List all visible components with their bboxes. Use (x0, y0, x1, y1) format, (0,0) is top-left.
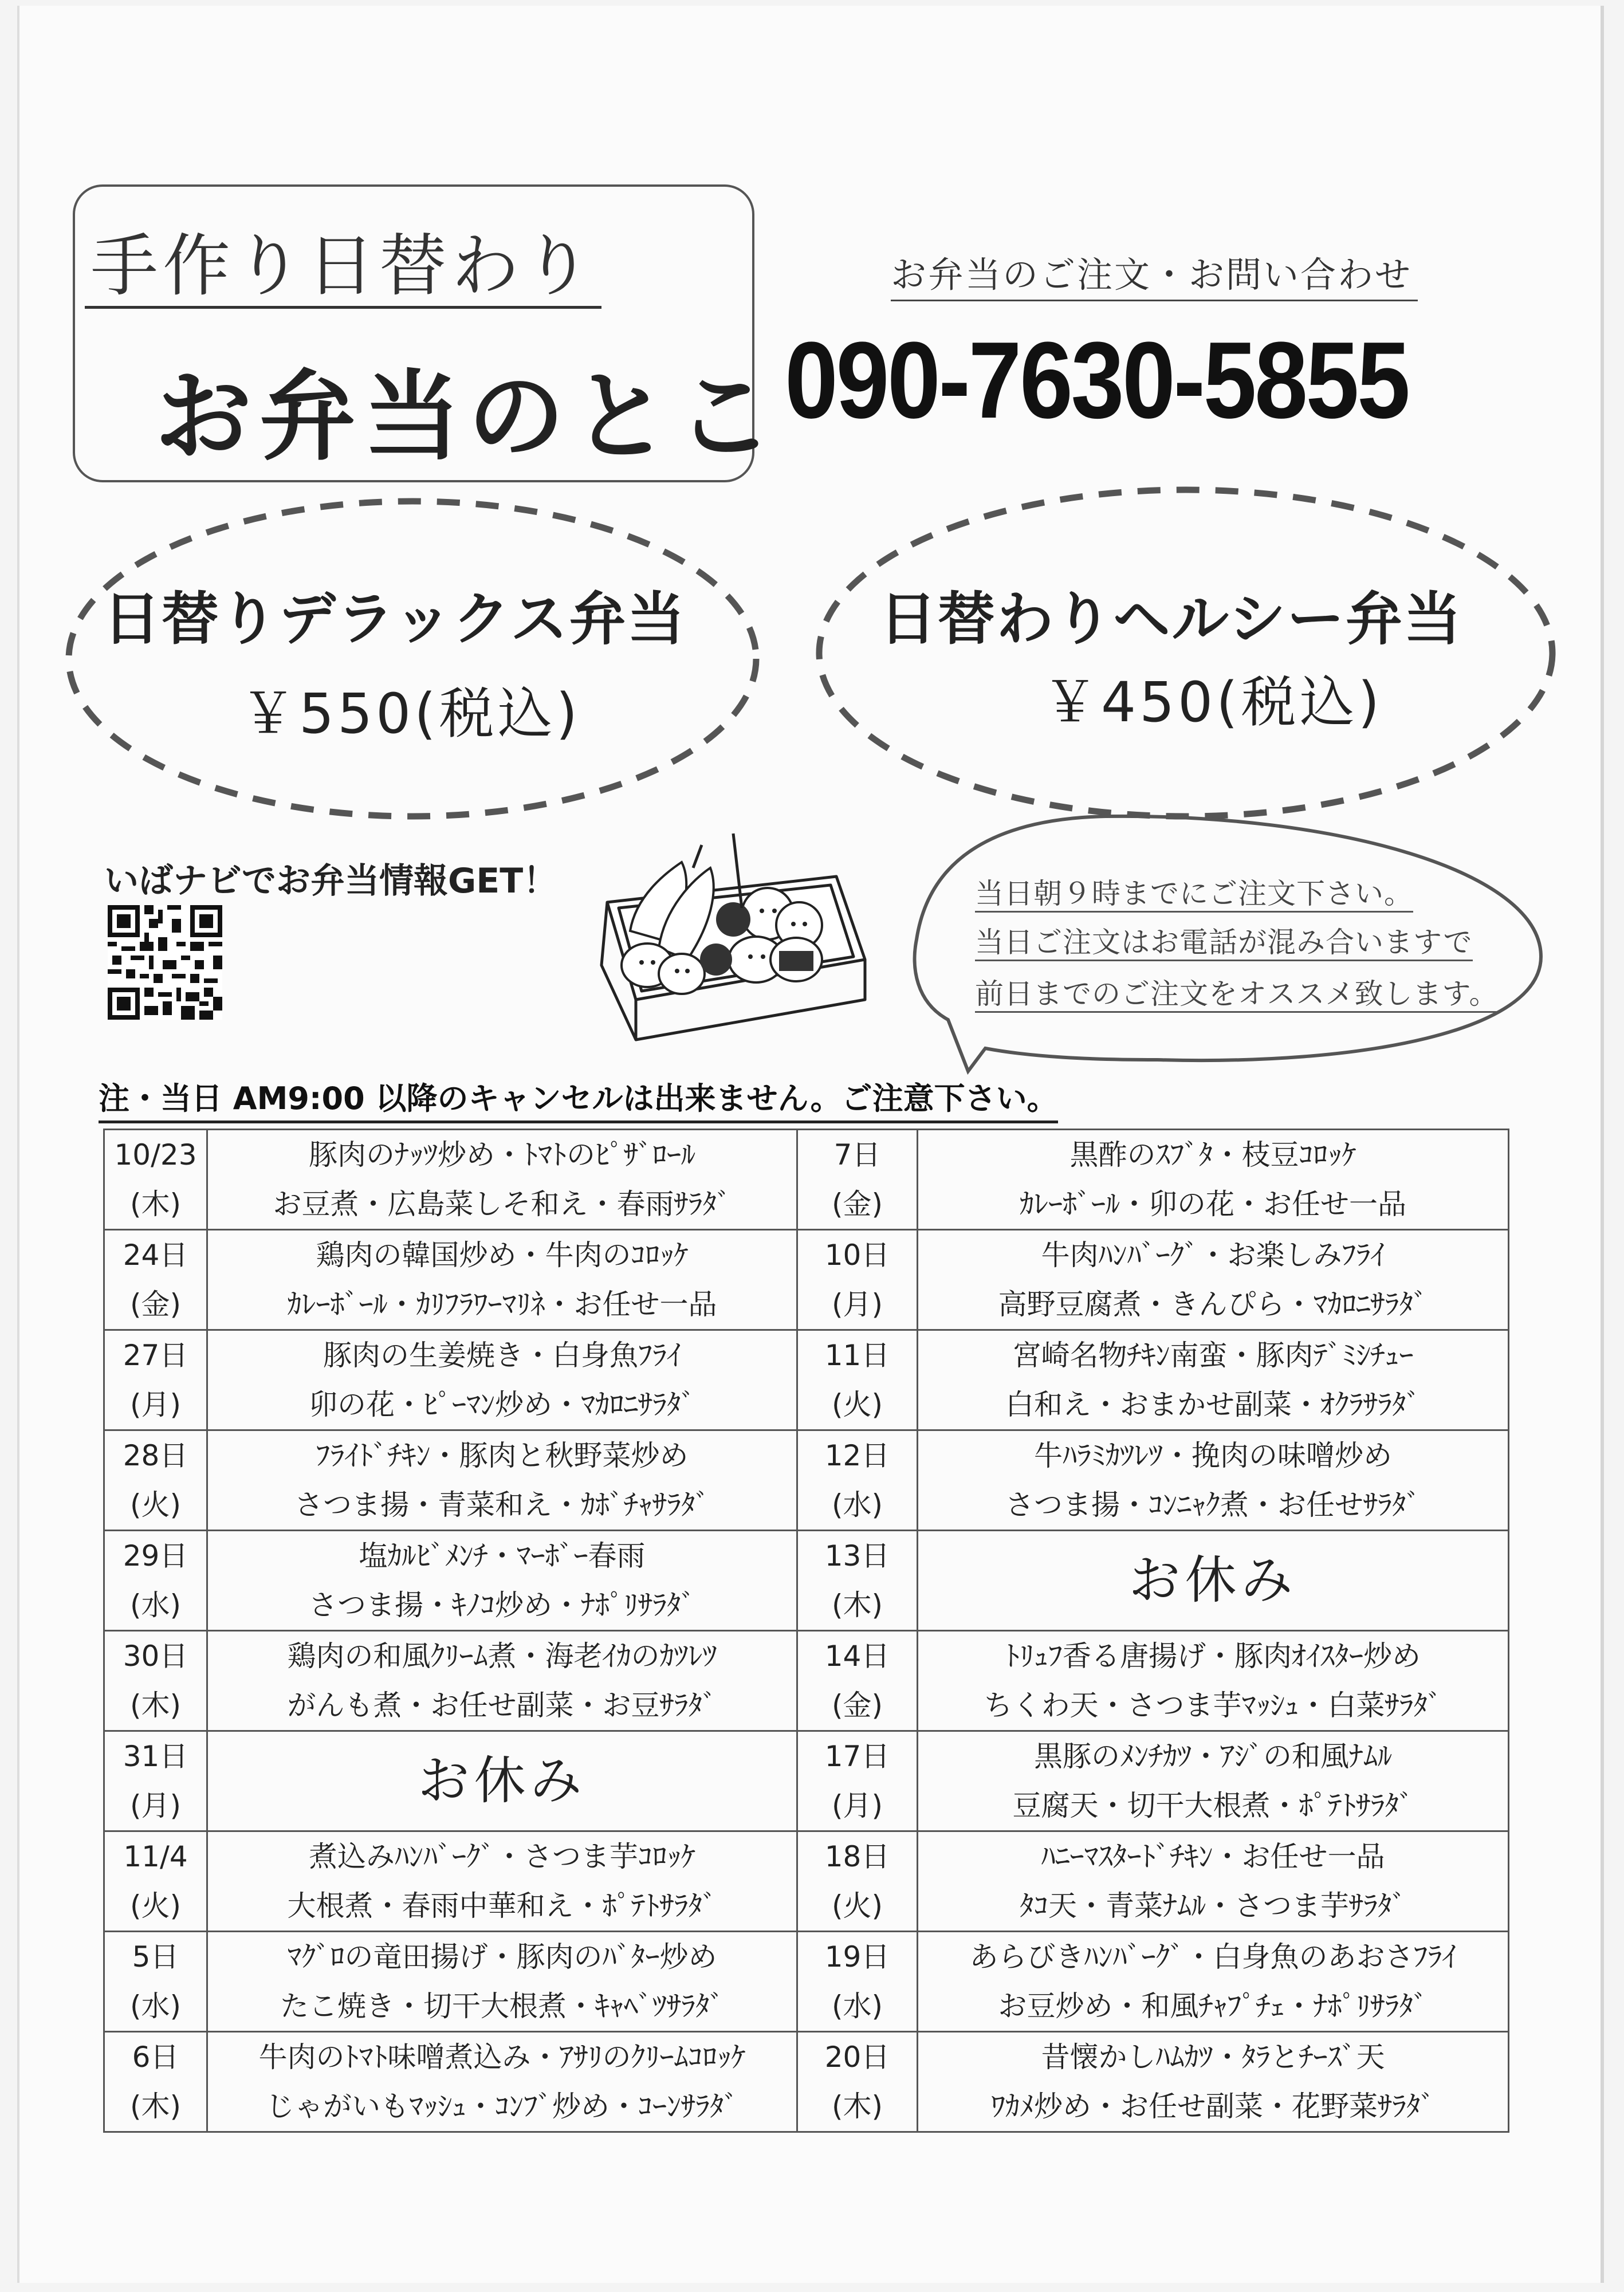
menu-weekday: (木) (831, 1589, 883, 1622)
menu-date-cell (104, 1330, 207, 1430)
cancellation-notice: 注・当日 AM9:00 以降のキャンセルは出来ません。ご注意下さい。 (99, 1074, 1058, 1123)
side-dishes: たこ焼き・切干大根煮・ｷｬﾍﾞﾂｻﾗﾀﾞ (280, 1990, 724, 2023)
menu-date: 17日 (824, 1740, 890, 1773)
healthy-bento-price: ￥450(税込) (1043, 670, 1383, 734)
menu-weekday: (水) (831, 1488, 883, 1522)
phone-number[interactable]: 090-7630-5855 (785, 320, 1409, 441)
menu-dish-cell (918, 1130, 1509, 1230)
deluxe-ellipse (69, 501, 756, 816)
menu-weekday: (火) (831, 1889, 883, 1923)
menu-date: 10/23 (114, 1138, 197, 1171)
main-dishes: ﾌﾗｲﾄﾞﾁｷﾝ・豚肉と秋野菜炒め (316, 1439, 689, 1472)
menu-weekday: (木) (129, 1188, 181, 1221)
menu-table (103, 1129, 1509, 2133)
menu-weekday: (木) (129, 2090, 181, 2123)
menu-dish-cell (207, 2032, 797, 2132)
menu-dish-cell (207, 1130, 797, 1230)
menu-date-cell (797, 1831, 918, 1932)
menu-dish-cell (918, 1831, 1509, 1932)
menu-weekday: (月) (831, 1789, 883, 1822)
menu-date: 12日 (824, 1439, 890, 1472)
main-dishes: 塩ｶﾙﾋﾞﾒﾝﾁ・ﾏｰﾎﾞｰ春雨 (359, 1539, 646, 1572)
menu-dish-cell (207, 1531, 797, 1631)
menu-weekday: (火) (831, 1388, 883, 1421)
menu-date: 11日 (824, 1339, 890, 1372)
deluxe-bento-price: ￥550(税込) (241, 682, 581, 746)
menu-weekday: (水) (129, 1990, 181, 2023)
menu-weekday: (金) (831, 1689, 883, 1722)
menu-dish-cell (918, 1631, 1509, 1731)
menu-date-cell (797, 1731, 918, 1831)
table-row (104, 1932, 1509, 2032)
order-note-line-3: 前日までのご注文をオススメ致します。 (975, 977, 1499, 1013)
inavi-promo: いばナビでお弁当情報GET！ (104, 861, 558, 901)
menu-dish-cell (918, 1230, 1509, 1330)
order-note-line-1: 当日朝９時までにご注文下さい。 (975, 876, 1413, 913)
side-dishes: ﾀｺ天・青菜ﾅﾑﾙ・さつま芋ｻﾗﾀﾞ (1020, 1889, 1406, 1923)
menu-dish-cell (918, 1932, 1509, 2032)
menu-weekday: (月) (831, 1288, 883, 1321)
menu-dish-cell (918, 1731, 1509, 1831)
table-row (104, 1330, 1509, 1430)
menu-date-cell (104, 1932, 207, 2032)
table-row (104, 1731, 1509, 1831)
shop-name: お弁当のとこ (155, 360, 781, 474)
main-dishes: ﾊﾆｰﾏｽﾀｰﾄﾞﾁｷﾝ・お任せ一品 (1041, 1840, 1385, 1873)
menu-date: 11/4 (123, 1840, 188, 1873)
menu-date: 19日 (824, 1940, 890, 1973)
menu-date-cell (104, 1130, 207, 1230)
table-row (104, 1631, 1509, 1731)
menu-date: 14日 (824, 1640, 890, 1673)
menu-date-cell (104, 1731, 207, 1831)
menu-dish-cell (918, 1430, 1509, 1531)
main-dishes: 昔懐かしﾊﾑｶﾂ・ﾀﾗとﾁｰｽﾞ天 (1041, 2041, 1385, 2074)
contact-label: お弁当のご注文・お問い合わせ (891, 246, 1418, 301)
side-dishes: さつま揚・ｺﾝﾆｬｸ煮・お任せｻﾗﾀﾞ (1005, 1488, 1421, 1522)
menu-weekday: (火) (129, 1889, 181, 1923)
menu-date-cell (104, 2032, 207, 2132)
side-dishes: ｶﾚｰﾎﾞｰﾙ・ｶﾘﾌﾗﾜｰﾏﾘﾈ・お任せ一品 (287, 1288, 717, 1321)
healthy-bento-name: 日替わりヘルシー弁当 (879, 585, 1462, 652)
menu-date: 30日 (123, 1640, 188, 1673)
menu-date: 13日 (824, 1539, 890, 1572)
menu-date: 20日 (824, 2041, 890, 2074)
menu-dish-cell (918, 1531, 1509, 1631)
menu-weekday: (火) (129, 1488, 181, 1522)
menu-date-cell (797, 1330, 918, 1430)
side-dishes: がんも煮・お任せ副菜・お豆ｻﾗﾀﾞ (287, 1689, 717, 1722)
menu-date: 6日 (132, 2041, 179, 2074)
side-dishes: 大根煮・春雨中華和え・ﾎﾟﾃﾄｻﾗﾀﾞ (287, 1889, 717, 1923)
side-dishes: ちくわ天・さつま芋ﾏｯｼｭ・白菜ｻﾗﾀﾞ (984, 1689, 1442, 1722)
qr-code-icon[interactable] (108, 905, 222, 1020)
menu-date: 29日 (123, 1539, 188, 1572)
menu-date-cell (104, 1631, 207, 1731)
menu-date-cell (797, 1130, 918, 1230)
menu-date: 27日 (123, 1339, 188, 1372)
menu-date-cell (104, 1531, 207, 1631)
side-dishes: ｶﾚｰﾎﾞｰﾙ・卯の花・お任せ一品 (1020, 1188, 1406, 1221)
table-row (104, 1130, 1509, 1230)
menu-date-cell (797, 1531, 918, 1631)
side-dishes: 白和え・おまかせ副菜・ｵｸﾗｻﾗﾀﾞ (1005, 1388, 1421, 1421)
menu-weekday: (金) (129, 1288, 181, 1321)
main-dishes: 豚肉の生姜焼き・白身魚ﾌﾗｲ (323, 1339, 681, 1372)
menu-date: 7日 (833, 1138, 881, 1171)
side-dishes: さつま揚・青菜和え・ｶﾎﾞﾁｬｻﾗﾀﾞ (294, 1488, 710, 1522)
menu-date-cell (797, 1230, 918, 1330)
table-row (104, 1531, 1509, 1631)
side-dishes: ﾜｶﾒ炒め・お任せ副菜・花野菜ｻﾗﾀﾞ (991, 2090, 1435, 2123)
table-row (104, 2032, 1509, 2132)
menu-weekday: (水) (831, 1990, 883, 2023)
order-note-line-2: 当日ご注文はお電話が混み合いますで (975, 925, 1473, 961)
menu-weekday: (月) (129, 1789, 181, 1822)
main-dishes: 鶏肉の韓国炒め・牛肉のｺﾛｯｹ (316, 1239, 689, 1272)
menu-dish-cell (918, 1330, 1509, 1430)
menu-date-cell (797, 1430, 918, 1531)
menu-weekday: (月) (129, 1388, 181, 1421)
menu-date-cell (797, 1932, 918, 2032)
menu-date-cell (104, 1230, 207, 1330)
main-dishes: 鶏肉の和風ｸﾘｰﾑ煮・海老ｲｶのｶﾂﾚﾂ (287, 1640, 717, 1673)
side-dishes: 高野豆腐煮・きんぴら・ﾏｶﾛﾆｻﾗﾀﾞ (998, 1288, 1428, 1321)
menu-weekday: (水) (129, 1589, 181, 1622)
menu-dish-cell (918, 2032, 1509, 2132)
side-dishes: 豆腐天・切干大根煮・ﾎﾟﾃﾄｻﾗﾀﾞ (1012, 1789, 1414, 1822)
main-dishes: 黒酢のｽﾌﾞﾀ・枝豆ｺﾛｯｹ (1069, 1138, 1356, 1171)
menu-date: 5日 (132, 1940, 179, 1973)
menu-date-cell (797, 2032, 918, 2132)
main-dishes: 煮込みﾊﾝﾊﾞｰｸﾞ・さつま芋ｺﾛｯｹ (309, 1840, 695, 1873)
menu-weekday: (木) (129, 1689, 181, 1722)
menu-dish-cell (207, 1330, 797, 1430)
deluxe-bento-name: 日替りデラックス弁当 (103, 585, 686, 652)
main-dishes: 牛肉ﾊﾝﾊﾞｰｸﾞ・お楽しみﾌﾗｲ (1041, 1239, 1385, 1272)
main-dishes: あらびきﾊﾝﾊﾞｰｸﾞ・白身魚のあおさﾌﾗｲ (969, 1940, 1457, 1973)
menu-date-cell (104, 1430, 207, 1531)
main-dishes: ﾏｸﾞﾛの竜田揚げ・豚肉のﾊﾞﾀｰ炒め (287, 1940, 717, 1973)
table-row (104, 1831, 1509, 1932)
title-subtitle: 手作り日替わり (85, 229, 601, 309)
menu-dish-cell (207, 1230, 797, 1330)
menu-date-cell (797, 1631, 918, 1731)
menu-date-cell (104, 1831, 207, 1932)
menu-date: 24日 (123, 1239, 188, 1272)
side-dishes: さつま揚・ｷﾉｺ炒め・ﾅﾎﾟﾘｻﾗﾀﾞ (309, 1589, 695, 1622)
menu-date: 10日 (824, 1239, 890, 1272)
closed-label: お休み (1128, 1550, 1297, 1610)
menu-date: 18日 (824, 1840, 890, 1873)
side-dishes: お豆煮・広島菜しそ和え・春雨ｻﾗﾀﾞ (273, 1188, 732, 1221)
side-dishes: 卯の花・ﾋﾟｰﾏﾝ炒め・ﾏｶﾛﾆｻﾗﾀﾞ (309, 1388, 695, 1421)
menu-date: 31日 (123, 1740, 188, 1773)
side-dishes: じゃがいもﾏｯｼｭ・ｺﾝﾌﾞ炒め・ｺｰﾝｻﾗﾀﾞ (266, 2090, 738, 2123)
main-dishes: 宮崎名物ﾁｷﾝ南蛮・豚肉ﾃﾞﾐｼﾁｭｰ (1012, 1339, 1414, 1372)
side-dishes: お豆炒め・和風ﾁｬﾌﾟﾁｪ・ﾅﾎﾟﾘｻﾗﾀﾞ (998, 1990, 1428, 2023)
main-dishes: 黒豚のﾒﾝﾁｶﾂ・ｱｼﾞの和風ﾅﾑﾙ (1034, 1740, 1392, 1773)
bento-box-illustration (596, 828, 871, 1045)
main-dishes: 豚肉のﾅｯﾂ炒め・ﾄﾏﾄのﾋﾟｻﾞﾛｰﾙ (309, 1138, 695, 1171)
closed-label: お休み (418, 1751, 587, 1811)
table-row (104, 1430, 1509, 1531)
menu-weekday: (金) (831, 1188, 883, 1221)
menu-date: 28日 (123, 1439, 188, 1472)
main-dishes: 牛ﾊﾗﾐｶﾂﾚﾂ・挽肉の味噌炒め (1034, 1439, 1392, 1472)
menu-dish-cell (207, 1932, 797, 2032)
main-dishes: ﾄﾘｭﾌ香る唐揚げ・豚肉ｵｲｽﾀｰ炒め (1005, 1640, 1421, 1673)
menu-dish-cell (207, 1430, 797, 1531)
main-dishes: 牛肉のﾄﾏﾄ味噌煮込み・ｱｻﾘのｸﾘｰﾑｺﾛｯｹ (258, 2041, 746, 2074)
menu-dish-cell (207, 1831, 797, 1932)
menu-dish-cell (207, 1731, 797, 1831)
menu-weekday: (木) (831, 2090, 883, 2123)
menu-dish-cell (207, 1631, 797, 1731)
table-row (104, 1230, 1509, 1330)
